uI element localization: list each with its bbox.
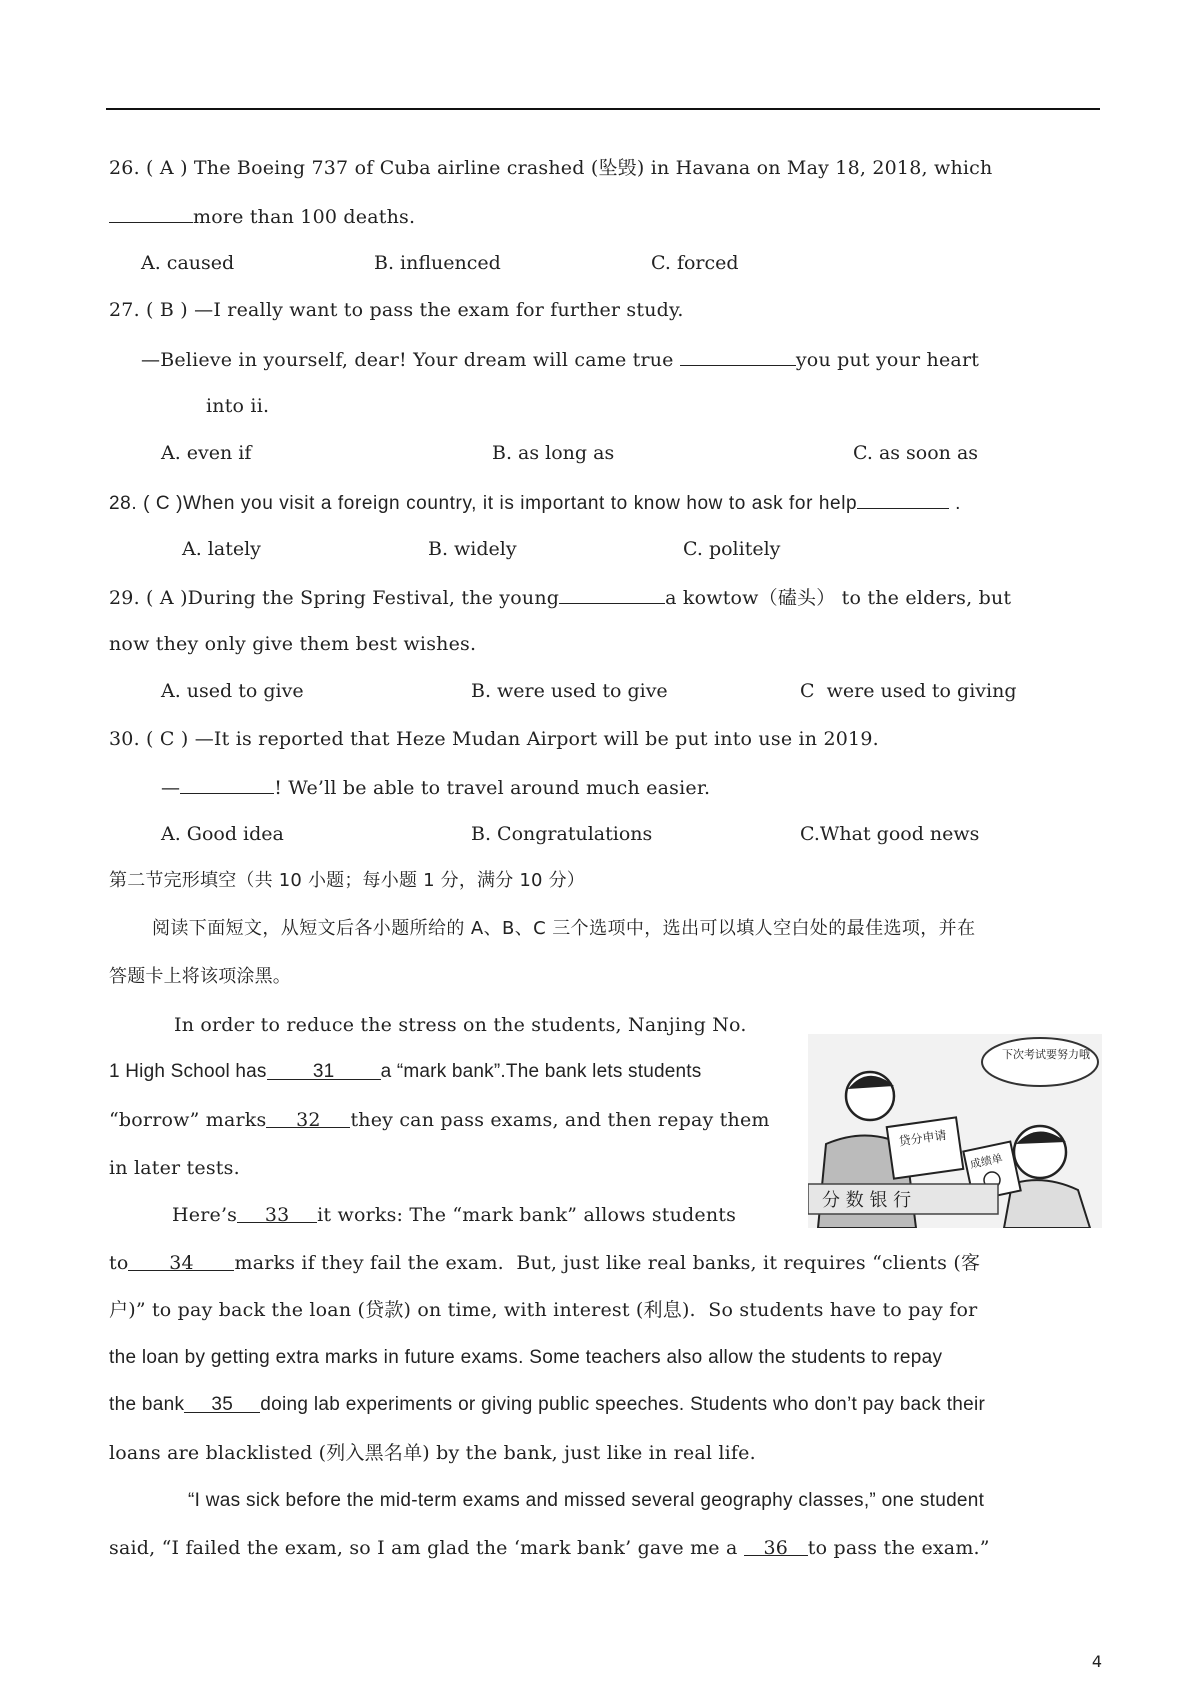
passage-p2-line4: the loan by getting extra marks in future exams. Some teachers also allow the students to repay xyxy=(109,1347,943,1368)
q27-option-b: B. as long as xyxy=(492,442,615,464)
q28-blank xyxy=(857,488,949,509)
q30-reply: — ! We’ll be able to travel around much easier. xyxy=(161,773,710,801)
header-rule xyxy=(106,108,1100,110)
blank-32: 32 xyxy=(266,1107,350,1128)
q27-blank xyxy=(680,345,796,366)
q28-option-c: C. politely xyxy=(683,538,781,560)
q30-blank xyxy=(180,773,274,794)
q27-reply: —Believe in yourself, dear! Your dream will came true you put your heart xyxy=(141,345,979,373)
blank-34: 34 xyxy=(128,1250,234,1271)
passage-p2-line3: 户)” to pay back the loan (贷款) on time, with interest (利息). So students have to pay for xyxy=(109,1299,978,1321)
passage-p3-line1: “I was sick before the mid-term exams and missed several geography classes,” one student xyxy=(188,1490,985,1511)
page-number: 4 xyxy=(1091,1652,1102,1671)
q26-option-b: B. influenced xyxy=(374,252,501,274)
q30-option-c: C.What good news xyxy=(800,823,980,845)
passage-p2-line1: Here’s 33 it works: The “mark bank” allows students xyxy=(172,1204,737,1226)
blank-36: 36 xyxy=(744,1535,808,1556)
q27-stem: 27. ( B ) —I really want to pass the exam for further study. xyxy=(109,299,684,321)
q27-option-c: C. as soon as xyxy=(853,442,979,464)
q29-option-c: C were used to giving xyxy=(800,680,1017,702)
blank-31: 31 xyxy=(267,1059,381,1080)
q28-option-b: B. widely xyxy=(428,538,517,560)
report-card-text: 成绩单 xyxy=(968,1151,1004,1172)
blank-35: 35 xyxy=(184,1392,260,1413)
passage-p2-line6: loans are blacklisted (列入黑名单) by the bank, just like in real life. xyxy=(109,1442,756,1464)
mark-bank-cartoon xyxy=(808,1034,1102,1228)
q26-blank xyxy=(109,202,193,223)
passage-p2-line2: to 34 marks if they fail the exam. But, just like real banks, it requires “clients (客 xyxy=(109,1252,981,1274)
q30-option-a: A. Good idea xyxy=(161,823,284,845)
q28-stem: 28. ( C )When you visit a foreign country, it is important to know how to ask for help . xyxy=(109,488,961,517)
q28-option-a: A. lately xyxy=(182,538,261,560)
loan-form-text: 贷分申请 xyxy=(897,1127,948,1149)
q26-option-c: C. forced xyxy=(651,252,739,274)
q29-stem-cont: now they only give them best wishes. xyxy=(109,633,477,655)
blank-33: 33 xyxy=(237,1202,317,1223)
loan-form xyxy=(887,1117,964,1178)
q26-stem-cont: more than 100 deaths. xyxy=(109,202,415,230)
q30-stem: 30. ( C ) —It is reported that Heze Mudan Airport will be put into use in 2019. xyxy=(109,728,879,750)
q26-option-a: A. caused xyxy=(141,252,235,274)
passage-p1-line2: 1 High School has 31 a “mark bank”.The bank lets students xyxy=(109,1061,702,1082)
speech-bubble-text: 下次考试要努力哦 xyxy=(1002,1048,1090,1061)
section-instruction-2: 答题卡上将该项涂黑。 xyxy=(109,966,291,987)
q30-option-b: B. Congratulations xyxy=(471,823,653,845)
speech-bubble xyxy=(982,1038,1098,1086)
section-title: 第二节完形填空（共 10 小题；每小题 1 分，满分 10 分） xyxy=(109,870,585,891)
passage-p1-line4: in later tests. xyxy=(109,1157,240,1179)
q27-reply-cont: into ii. xyxy=(206,395,270,417)
q29-stem: 29. ( A )During the Spring Festival, the young a kowtow（磕头） to the elders, but xyxy=(109,583,1011,611)
q29-option-a: A. used to give xyxy=(161,680,304,702)
passage-p1-line3: “borrow” marks 32 they can pass exams, and then repay them xyxy=(109,1109,770,1131)
q29-blank xyxy=(559,583,665,604)
passage-p1-line1: In order to reduce the stress on the students, Nanjing No. xyxy=(174,1014,747,1036)
bank-sign-text: 分 数 银 行 xyxy=(822,1190,912,1211)
passage-p2-line5: the bank 35 doing lab experiments or giving public speeches. Students who don’t pay back their xyxy=(109,1394,986,1415)
q27-option-a: A. even if xyxy=(161,442,252,464)
section-instruction-1: 阅读下面短文，从短文后各小题所给的 A、B、C 三个选项中，选出可以填人空白处的最佳选项，并在 xyxy=(152,918,976,939)
q29-option-b: B. were used to give xyxy=(471,680,668,702)
passage-p3-line2: said, “I failed the exam, so I am glad the ‘mark bank’ gave me a 36 to pass the exam.” xyxy=(109,1537,990,1559)
q26-stem: 26. ( A ) The Boeing 737 of Cuba airline crashed (坠毁) in Havana on May 18, 2018, which xyxy=(109,157,993,179)
